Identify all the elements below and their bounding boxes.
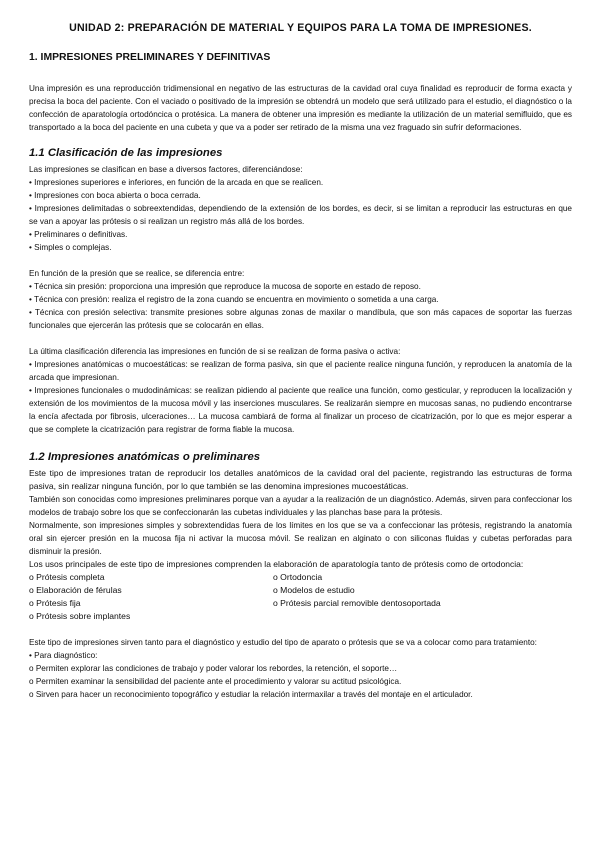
anatomical-paragraph-3: Normalmente, son impresiones simples y sobrextendidas fuera de los límites en los que se va a confeccionar las prótesis, registrando la anatomía oral sin ejercer presión en la mucosa fija ni activar la mucosa móvil. Se realizan en alginato o con siliconas fluidas y cubetas perforadas para disminuir la presión. bbox=[29, 521, 572, 556]
anatomical-paragraph-1: Este tipo de impresiones tratan de reproducir los detalles anatómicos de la cavidad oral del paciente, registrando las estructuras de forma pasiva, sin realizar ninguna función, por lo que también se las denomina impresiones mucoestáticas. bbox=[29, 468, 572, 491]
list-item: • Preliminares o definitivas. bbox=[29, 230, 128, 239]
list-item: o Modelos de estudio bbox=[273, 585, 355, 595]
list-item: • Técnica con presión: realiza el registro de la zona cuando se encuentra en movimiento o sometida a una carga. bbox=[29, 295, 439, 304]
list-item: o Prótesis fija bbox=[29, 598, 81, 608]
list-item: o Prótesis parcial removible dentosoportada bbox=[273, 598, 441, 608]
list-item: o Elaboración de férulas bbox=[29, 585, 122, 595]
list-item: o Ortodoncia bbox=[273, 572, 323, 582]
pressure-intro: En función de la presión que se realice, se diferencia entre: bbox=[29, 269, 245, 278]
list-item: o Permiten examinar la sensibilidad del paciente ante el procedimiento y valorar su actitud psicológica. bbox=[29, 677, 402, 686]
list-item: • Impresiones con boca abierta o boca cerrada. bbox=[29, 191, 201, 200]
list-item: o Sirven para hacer un reconocimiento topográfico y estudiar la relación intermaxilar a través del montaje en el articulador. bbox=[29, 690, 473, 699]
list-item: • Simples o complejas. bbox=[29, 243, 112, 252]
list-item: • Técnica sin presión: proporciona una impresión que reproduce la mucosa de soporte en estado de reposo. bbox=[29, 282, 421, 291]
list-item: o Permiten explorar las condiciones de trabajo y poder valorar los rebordes, la retención, el soporte… bbox=[29, 664, 398, 673]
uses-right-column bbox=[273, 571, 553, 623]
diagnosis-title: • Para diagnóstico: bbox=[29, 651, 98, 660]
unit-title: UNIDAD 2: PREPARACIÓN DE MATERIAL Y EQUIPOS PARA LA TOMA DE IMPRESIONES. bbox=[69, 22, 532, 34]
list-item: • Impresiones funcionales o mudodinámicas: se realizan pidiendo al paciente que realice una función, como gesticular, y reproducen la localización y extensión de los movimientos de la mucosa móvil y las inserciones musculares. Se realizarán siempre en mucosas sanas, no pudiendo encontrarse la encía afectada por fibrosis, ulceraciones… La mucosa cambiará de forma al finalizar un proceso de cicatrización, por lo que es mejor esperar a que se complete la cicatrización para registrar de forma fiable la mucosa. bbox=[29, 386, 572, 434]
subsection-title-classification: 1.1 Clasificación de las impresiones bbox=[29, 147, 223, 159]
treatment-paragraph: Este tipo de impresiones sirven tanto para el diagnóstico y estudio del tipo de aparato o prótesis que se va a colocar como para tratamiento: bbox=[29, 638, 537, 647]
subsection-title-anatomical: 1.2 Impresiones anatómicas o preliminares bbox=[29, 451, 261, 463]
classification-intro: Las impresiones se clasifican en base a diversos factores, diferenciándose: bbox=[29, 165, 303, 174]
active-passive-intro: La última clasificación diferencia las impresiones en función de si se realizan de forma pasiva o activa: bbox=[29, 347, 401, 356]
list-item: • Impresiones anatómicas o mucoestáticas: se realizan de forma pasiva, sin que el paciente realice ninguna función, y reproducen la anatomía de la arcada que impresionan. bbox=[29, 360, 572, 382]
uses-list bbox=[29, 571, 572, 623]
intro-paragraph: Una impresión es una reproducción tridimensional en negativo de las estructuras de la cavidad oral cuya finalidad es reproducir de forma exacta y precisa la boca del paciente. Con el vaciado o positivado de la impresión se obtendrá un modelo que será utilizado para el estudio, el diagnóstico o la confección de aparatología ortodóncica o protésica. La manera de obtener una impresión es mediante la utilización de un material semifluido, que es transportado a la boca del paciente en una cubeta y que va a poder ser retirado de la misma una vez fraguado sin sufrir deformaciones. bbox=[29, 84, 572, 132]
list-item: • Impresiones superiores e inferiores, en función de la arcada en que se realicen. bbox=[29, 178, 324, 187]
section-title: 1. IMPRESIONES PRELIMINARES Y DEFINITIVAS bbox=[29, 52, 271, 63]
list-item: o Prótesis completa bbox=[29, 572, 105, 582]
list-item: • Impresiones delimitadas o sobreextendidas, dependiendo de la extensión de los bordes, es decir, si se limitan a reproducir las estructuras en que se van a apoyar las prótesis o si realizan un registro más allá de los bordes. bbox=[29, 204, 572, 226]
list-item: • Técnica con presión selectiva: transmite presiones sobre algunas zonas de maxilar o mandíbula, que son más capaces de soportar las fuerzas funcionales que ejercerán las prótesis que se colocarán en ellas. bbox=[29, 308, 572, 330]
document-page bbox=[29, 22, 572, 701]
anatomical-paragraph-4: Los usos principales de este tipo de impresiones comprenden la elaboración de aparatología tanto de prótesis como de ortodoncia: bbox=[29, 559, 524, 569]
anatomical-paragraph-2: También son conocidas como impresiones preliminares porque van a ayudar a la realización de un diagnóstico. Además, sirven para confeccionar los modelos de trabajo sobre los que se confeccionarán las cubetas individuales y las planchas base para la prótesis. bbox=[29, 495, 572, 517]
uses-left-column bbox=[29, 571, 273, 623]
list-item: o Prótesis sobre implantes bbox=[29, 611, 131, 621]
